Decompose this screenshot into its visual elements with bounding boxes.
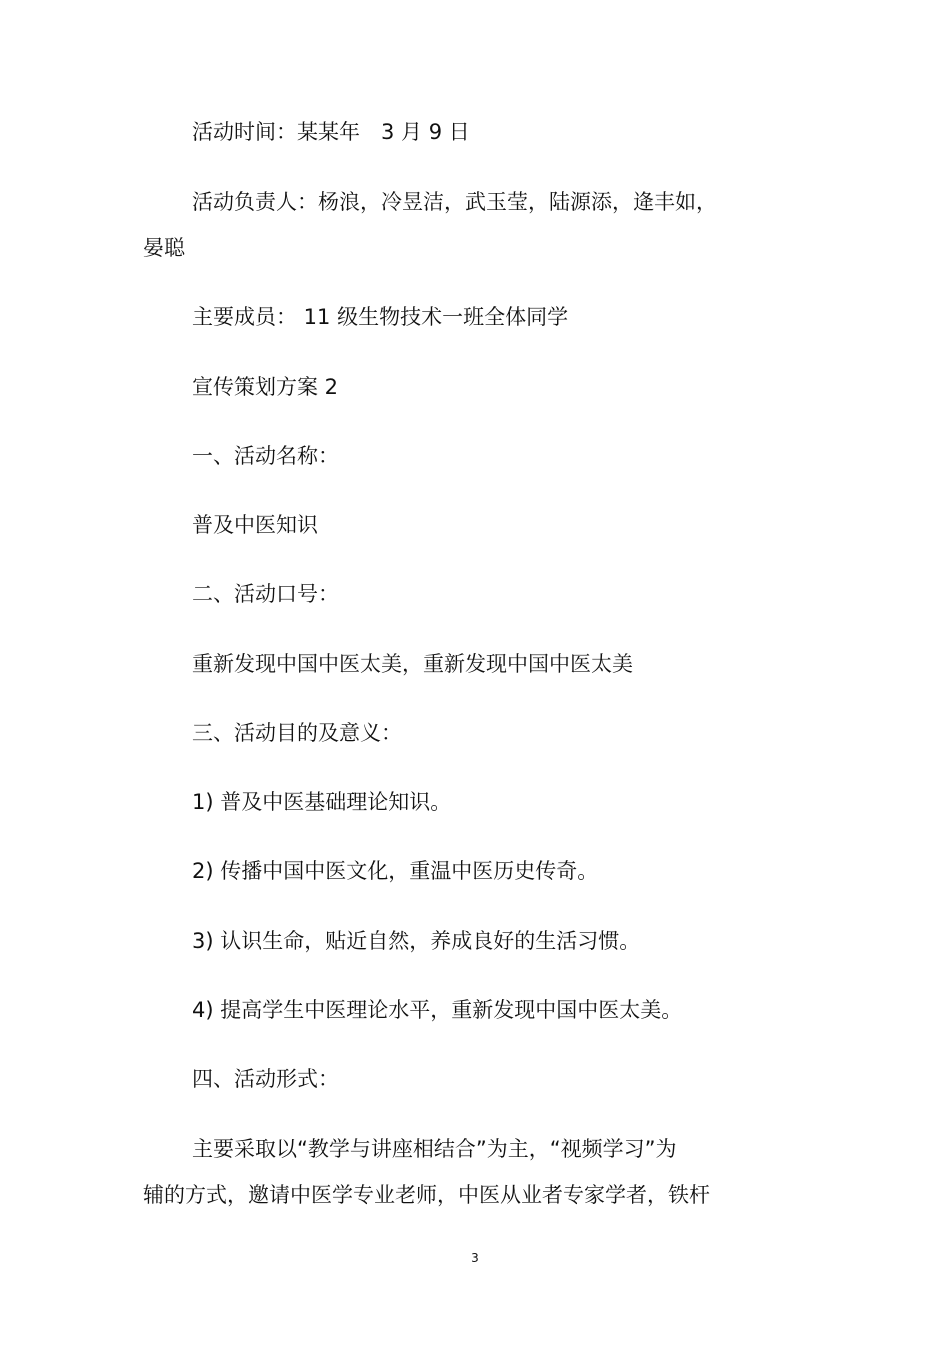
section-heading-slogan: 二、活动口号： bbox=[192, 582, 339, 606]
activity-slogan: 重新发现中国中医太美，重新发现中国中医太美 bbox=[192, 652, 633, 676]
main-members: 主要成员： 11 级生物技术一班全体同学 bbox=[192, 305, 569, 329]
activity-leaders-continued: 晏聪 bbox=[143, 236, 185, 260]
format-paragraph: 主要采取以“教学与讲座相结合”为主，“视频学习”为 bbox=[192, 1137, 677, 1161]
section-heading-name: 一、活动名称： bbox=[192, 444, 339, 468]
purpose-item: 1) 普及中医基础理论知识。 bbox=[192, 790, 452, 814]
purpose-item: 3) 认识生命，贴近自然，养成良好的生活习惯。 bbox=[192, 929, 641, 953]
activity-leaders: 活动负责人：杨浪，冷昱洁，武玉莹，陆源添，逄丰如， bbox=[192, 190, 717, 214]
activity-time: 活动时间：某某年 3 月 9 日 bbox=[192, 120, 470, 144]
purpose-item: 4) 提高学生中医理论水平，重新发现中国中医太美。 bbox=[192, 998, 683, 1022]
purpose-item: 2) 传播中国中医文化，重温中医历史传奇。 bbox=[192, 859, 599, 883]
page-number: 3 bbox=[471, 1251, 479, 1265]
activity-name: 普及中医知识 bbox=[192, 513, 318, 537]
section-heading-format: 四、活动形式： bbox=[192, 1067, 339, 1091]
plan-title: 宣传策划方案 2 bbox=[192, 375, 339, 399]
format-paragraph-continued: 辅的方式，邀请中医学专业老师，中医从业者专家学者，铁杆 bbox=[143, 1183, 710, 1207]
section-heading-purpose: 三、活动目的及意义： bbox=[192, 721, 402, 745]
